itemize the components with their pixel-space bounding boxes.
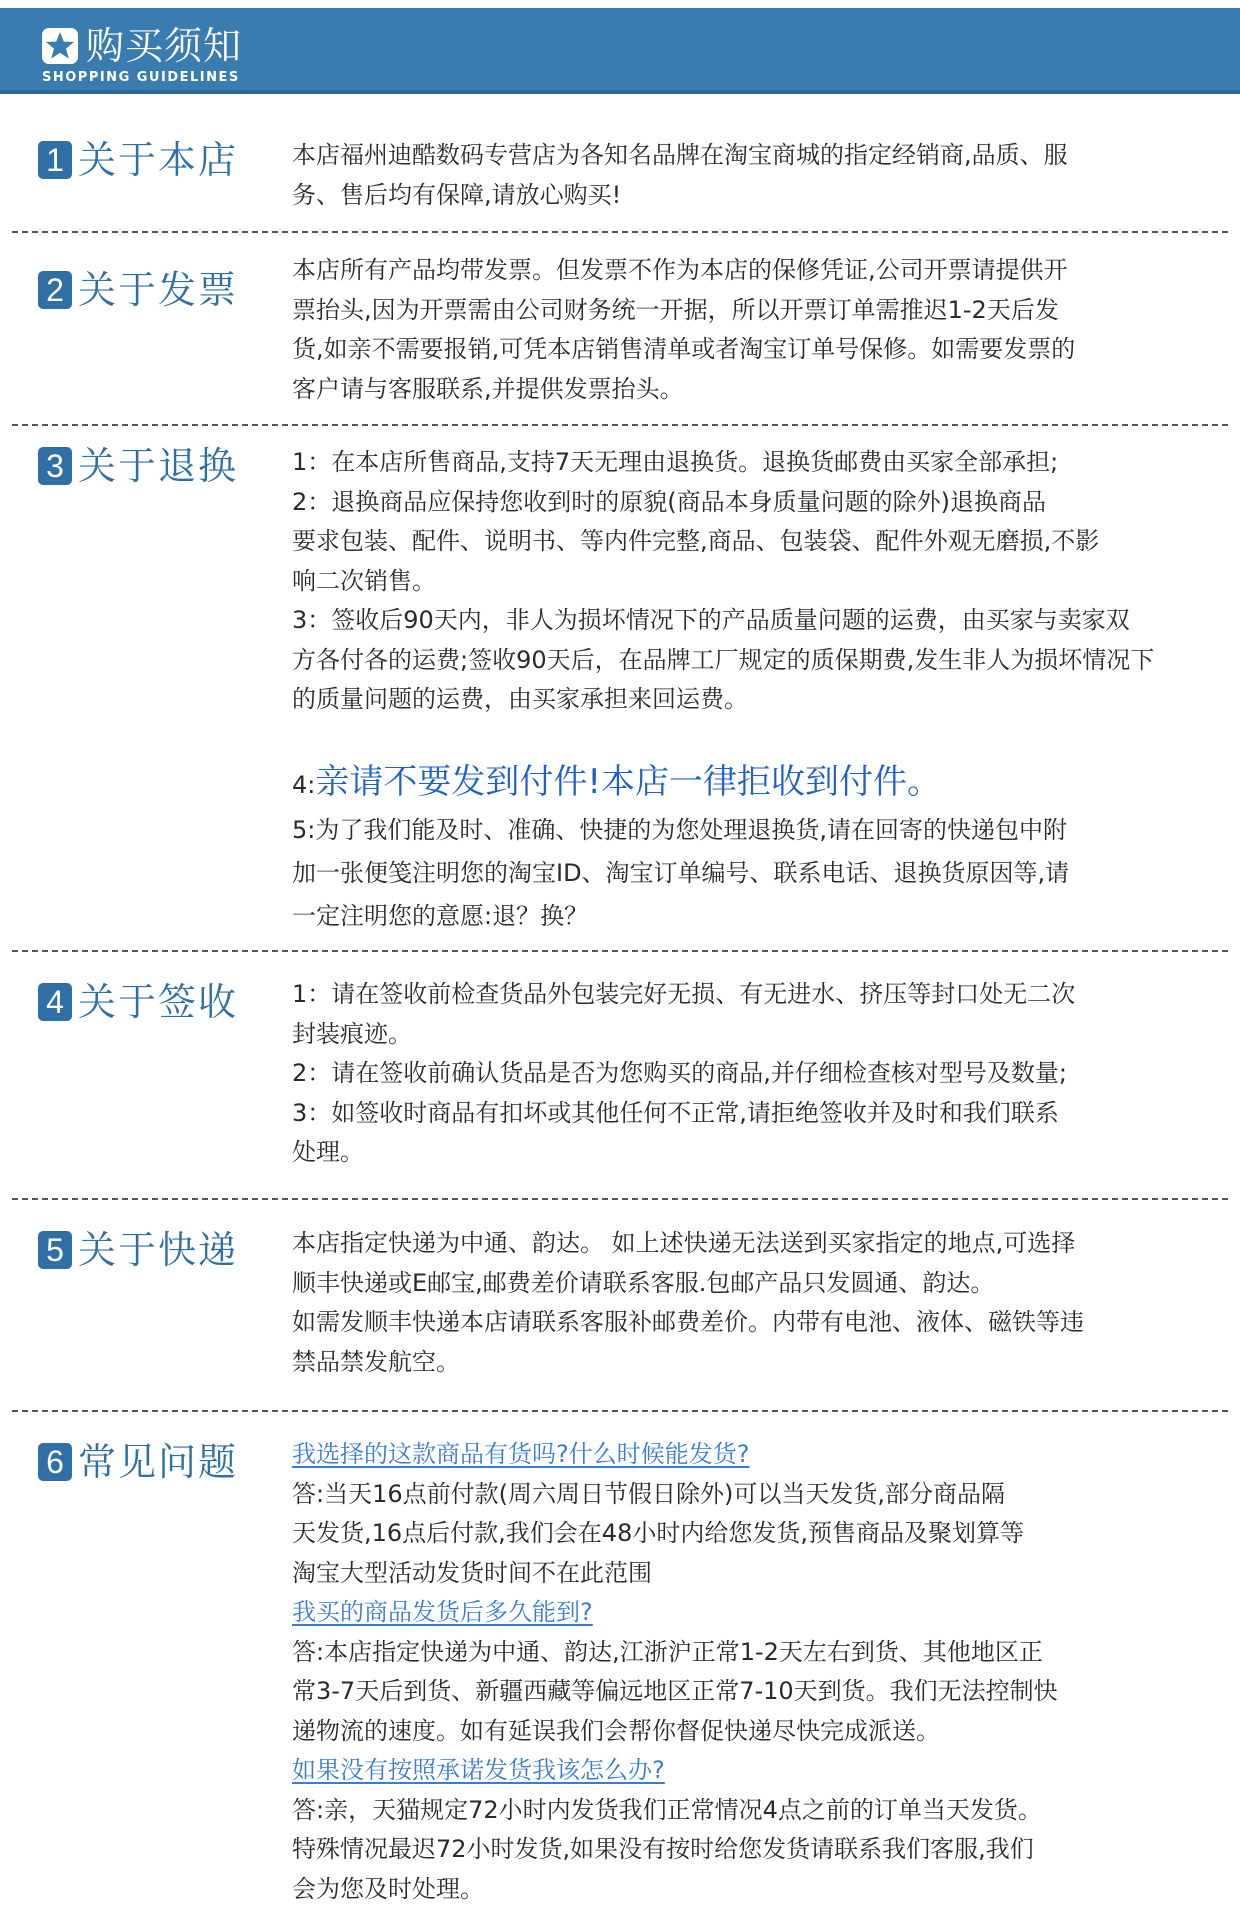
body-line: 本店指定快递为中通、韵达。 如上述快递无法送到买家指定的地点,可选择 [292,1229,1076,1257]
body-line: 禁品禁发航空。 [292,1347,460,1376]
body-line: 1：请在签收前检查货品外包装完好无损、有无进水、挤压等封口处无二次 [292,980,1076,1008]
section-title: 常见问题 [78,1440,239,1484]
body-line: 要求包装、配件、说明书、等内件完整,商品、包装袋、配件外观无磨损,不影 [292,527,1100,555]
no-cod-warning [292,758,1192,809]
body-line: 处理。 [292,1138,364,1166]
section-label [38,268,238,312]
section-body [292,136,1192,215]
warning-prefix: 4: [292,771,316,799]
body-line: 方各付各的运费;签收90天后，在品牌工厂规定的质保期费,发生非人为损坏情况下 [292,645,1155,674]
page-title: 购买须知 [86,24,243,68]
faq-answer-line: 答:本店指定快递为中通、韵达,江浙沪正常1-2天左右到货、其他地区正 [292,1637,1043,1666]
header-banner [0,8,1240,94]
body-line: 5:为了我们能及时、准确、快捷的为您处理退换货,请在回寄的快递包中附 [292,816,1067,844]
faq-answer-line: 天发货,16点后付款,我们会在48小时内给您发货,预售商品及聚划算等 [292,1519,1024,1547]
body-line: 本店所有产品均带发票。但发票不作为本店的保修凭证,公司开票请提供开 [292,256,1068,284]
warning-text: 亲请不要发到付件!本店一律拒收到付件。 [315,762,941,802]
body-line: 3：签收后90天内，非人为损坏情况下的产品质量问题的运费，由买家与卖家双 [292,606,1130,634]
body-line: 封装痕迹。 [292,1019,412,1048]
divider [12,1410,1228,1412]
body-line: 的质量问题的运费，由买家承担来回运费。 [292,685,748,713]
body-line: 货,如亲不需要报销,可凭本店销售清单或者淘宝订单号保修。如需要发票的 [292,335,1076,363]
section-title: 关于签收 [78,980,239,1024]
body-line: 加一张便笺注明您的淘宝ID、淘宝订单编号、联系电话、退换货原因等,请 [292,859,1070,887]
faq-answer-line: 淘宝大型活动发货时间不在此范围 [292,1558,652,1587]
section-title: 关于退换 [78,444,239,488]
body-line: 3：如签收时商品有扣坏或其他任何不正常,请拒绝签收并及时和我们联系 [292,1098,1059,1127]
faq-answer-line: 答:当天16点前付款(周六周日节假日除外)可以当天发货,部分商品隔 [292,1479,1005,1508]
page-subtitle: SHOPPING GUIDELINES [42,70,240,85]
body-line: 一定注明您的意愿:退？换？ [292,902,589,930]
faq-answer-line: 常3-7天后到货、新疆西藏等偏远地区正常7-10天到货。我们无法控制快 [292,1677,1058,1705]
section-number-badge: 3 [38,447,72,485]
body-line: 本店福州迪酷数码专营店为各知名品牌在淘宝商城的指定经销商,品质、服 [292,141,1068,169]
faq-answer-line: 答:亲，天猫规定72小时内发货我们正常情况4点之前的订单当天发货。 [292,1795,1042,1824]
section-body [292,443,1192,720]
faq-answer-line: 递物流的速度。如有延误我们会帮你督促快递尽快完成派送。 [292,1716,940,1745]
section-label [38,980,238,1024]
divider [12,424,1228,426]
section-label [38,1440,238,1484]
divider [12,231,1228,233]
body-line: 响二次销售。 [292,566,436,595]
body-line: 如需发顺丰快递本店请联系客服补邮费差价。内带有电池、液体、磁铁等违 [292,1308,1084,1336]
section-number-badge: 2 [38,271,72,309]
body-line: 顺丰快递或E邮宝,邮费差价请联系客服.包邮产品只发圆通、韵达。 [292,1268,995,1297]
body-line: 2：请在签收前确认货品是否为您购买的商品,并仔细检查核对型号及数量; [292,1059,1067,1087]
star-icon [42,28,78,64]
body-line: 票抬头,因为开票需由公司财务统一开据，所以开票订单需推迟1-2天后发 [292,295,1059,324]
section-body-extra [292,758,1192,938]
section-body [292,251,1192,409]
faq-question-link[interactable]: 我选择的这款商品有货吗?什么时候能发货? [292,1440,750,1468]
section-title: 关于本店 [78,138,239,182]
section-number-badge: 5 [38,1231,72,1269]
body-line: 务、售后均有保障,请放心购买! [292,180,622,209]
section-title: 关于快递 [78,1228,239,1272]
faq-list [292,1435,1192,1909]
section-body [292,1224,1192,1382]
section-number-badge: 6 [38,1443,72,1481]
faq-answer-line: 会为您及时处理。 [292,1874,484,1903]
section-label [38,138,238,182]
section-label [38,1228,238,1272]
body-line: 客户请与客服联系,并提供发票抬头。 [292,374,684,403]
section-number-badge: 1 [38,141,72,179]
body-line: 1：在本店所售商品,支持7天无理由退换货。退换货邮费由买家全部承担; [292,448,1059,476]
divider [12,950,1228,952]
divider [12,1198,1228,1200]
faq-question-link[interactable]: 如果没有按照承诺发货我该怎么办? [292,1756,665,1784]
section-number-badge: 4 [38,983,72,1021]
section-title: 关于发票 [78,268,239,312]
section-label [38,444,238,488]
faq-question-link[interactable]: 我买的商品发货后多久能到? [292,1598,593,1626]
body-line: 2：退换商品应保持您收到时的原貌(商品本身质量问题的除外)退换商品 [292,487,1046,516]
faq-answer-line: 特殊情况最迟72小时发货,如果没有按时给您发货请联系我们客服,我们 [292,1835,1034,1863]
section-body [292,975,1192,1173]
